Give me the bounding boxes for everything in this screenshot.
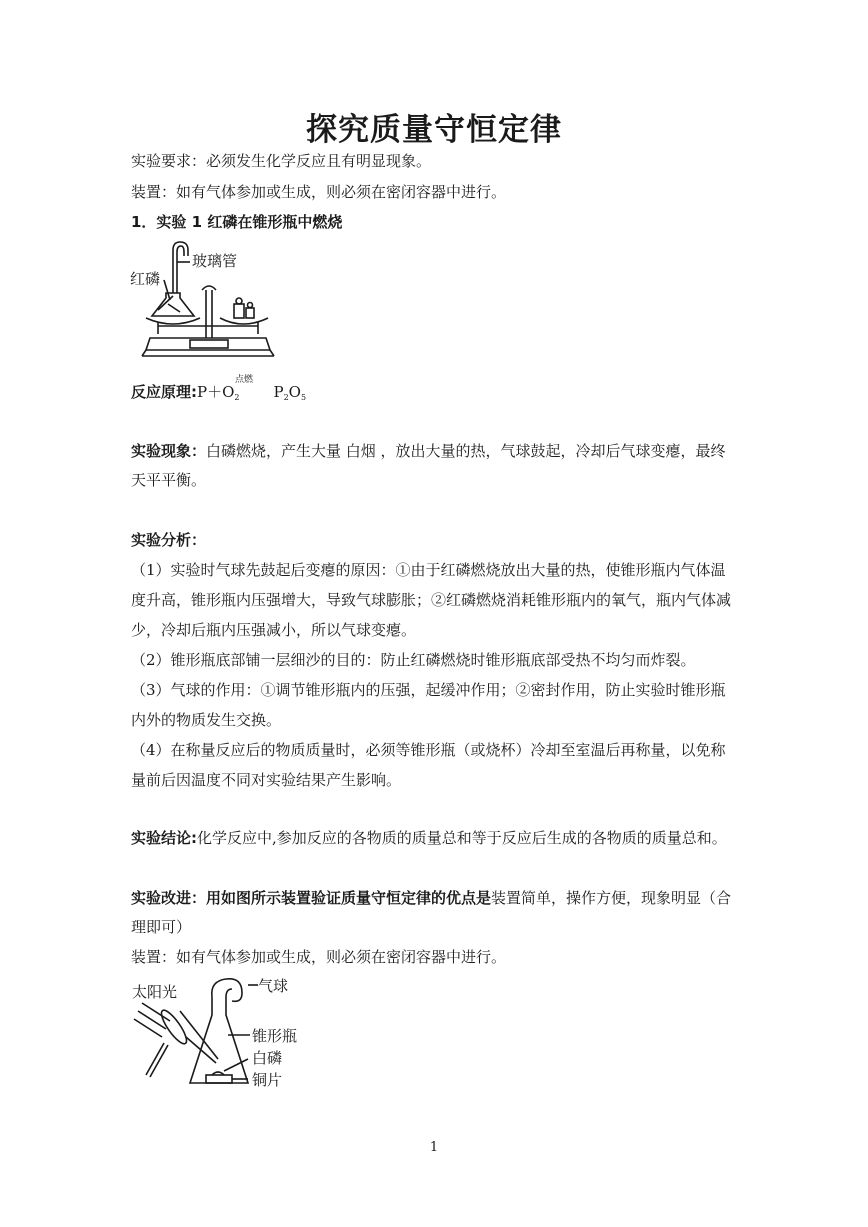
improvement-label: 实验改进：用如图所示装置验证质量守恒定律的优点是 (131, 889, 492, 907)
analysis-line: （3）气球的作用：①调节锥形瓶内的压强，起缓冲作用；②密封作用，防止实验时锥形瓶 (131, 681, 726, 699)
improvement-line-2: 理即可） (131, 918, 192, 936)
reaction-condition: 点燃 (235, 375, 254, 385)
phenomenon-label: 实验现象： (131, 442, 207, 460)
principle-product-o: O (288, 383, 301, 401)
sunlight-label: 太阳光 (132, 983, 178, 1001)
principle-label: 反应原理: (131, 383, 197, 401)
principle-product-p: P (273, 383, 284, 401)
analysis-line: 度升高，锥形瓶内压强增大，导致气球膨胀；②红磷燃烧消耗锥形瓶内的氧气，瓶内气体减 (131, 591, 732, 609)
balloon-label: 气球 (258, 977, 289, 995)
requirement-text: 实验要求：必须发生化学反应且有明显现象。 (131, 152, 432, 170)
copper-sheet-label: 铜片 (252, 1071, 283, 1089)
exp1-heading: 1．实验 1 红磷在锥形瓶中燃烧 (131, 213, 343, 231)
phenomenon-line-2: 天平平衡。 (131, 471, 207, 489)
conclusion: 实验结论:化学反应中,参加反应的各物质的质量总和等于反应后生成的各物质的质量总和。 (131, 829, 727, 847)
device-note-1: 装置：如有气体参加或生成，则必须在密闭容器中进行。 (131, 183, 507, 201)
reaction-principle: 反应原理$:P+O_2$ $P_2O_5$ (131, 383, 307, 402)
analysis-line: 内外的物质发生交换。 (131, 711, 282, 729)
glass-tube-label: 玻璃管 (192, 252, 238, 270)
page-title: 探究质量守恒定律 (306, 112, 562, 148)
conclusion-label: 实验结论: (131, 829, 197, 847)
analysis-line: （2）锥形瓶底部铺一层细沙的目的：防止红磷燃烧时锥形瓶底部受热不均匀而炸裂。 (131, 651, 696, 669)
improvement-line-1: 实验改进：用如图所示装置验证质量守恒定律的优点是装置简单，操作方便，现象明显（合 (131, 889, 732, 907)
balance-apparatus-figure (128, 238, 278, 368)
analysis-line: 少，冷却后瓶内压强减小，所以气球变瘪。 (131, 621, 417, 639)
analysis-line: 量前后因温度不同对实验结果产生影响。 (131, 771, 402, 789)
analysis-label: 实验分析： (131, 531, 207, 549)
flask-label: 锥形瓶 (252, 1027, 298, 1045)
red-phosphorus-label: 红磷 (130, 270, 161, 288)
page-number: 1 (429, 1140, 439, 1155)
white-phosphorus-label: 白磷 (252, 1049, 283, 1067)
sunlight-flask-figure (128, 975, 328, 1090)
device-note-2: 装置：如有气体参加或生成，则必须在密闭容器中进行。 (131, 948, 507, 966)
principle-lhs: P＋O (197, 383, 235, 401)
phenomenon-line-1: 实验现象：白磷燃烧，产生大量 白烟 ，放出大量的热，气球鼓起，冷却后气球变瘪，最终 (131, 442, 726, 460)
analysis-line: （1）实验时气球先鼓起后变瘪的原因：①由于红磷燃烧放出大量的热，使锥形瓶内气体温 (131, 561, 726, 579)
analysis-line: （4）在称量反应后的物质质量时，必须等锥形瓶（或烧杯）冷却至室温后再称量，以免称 (131, 741, 726, 759)
